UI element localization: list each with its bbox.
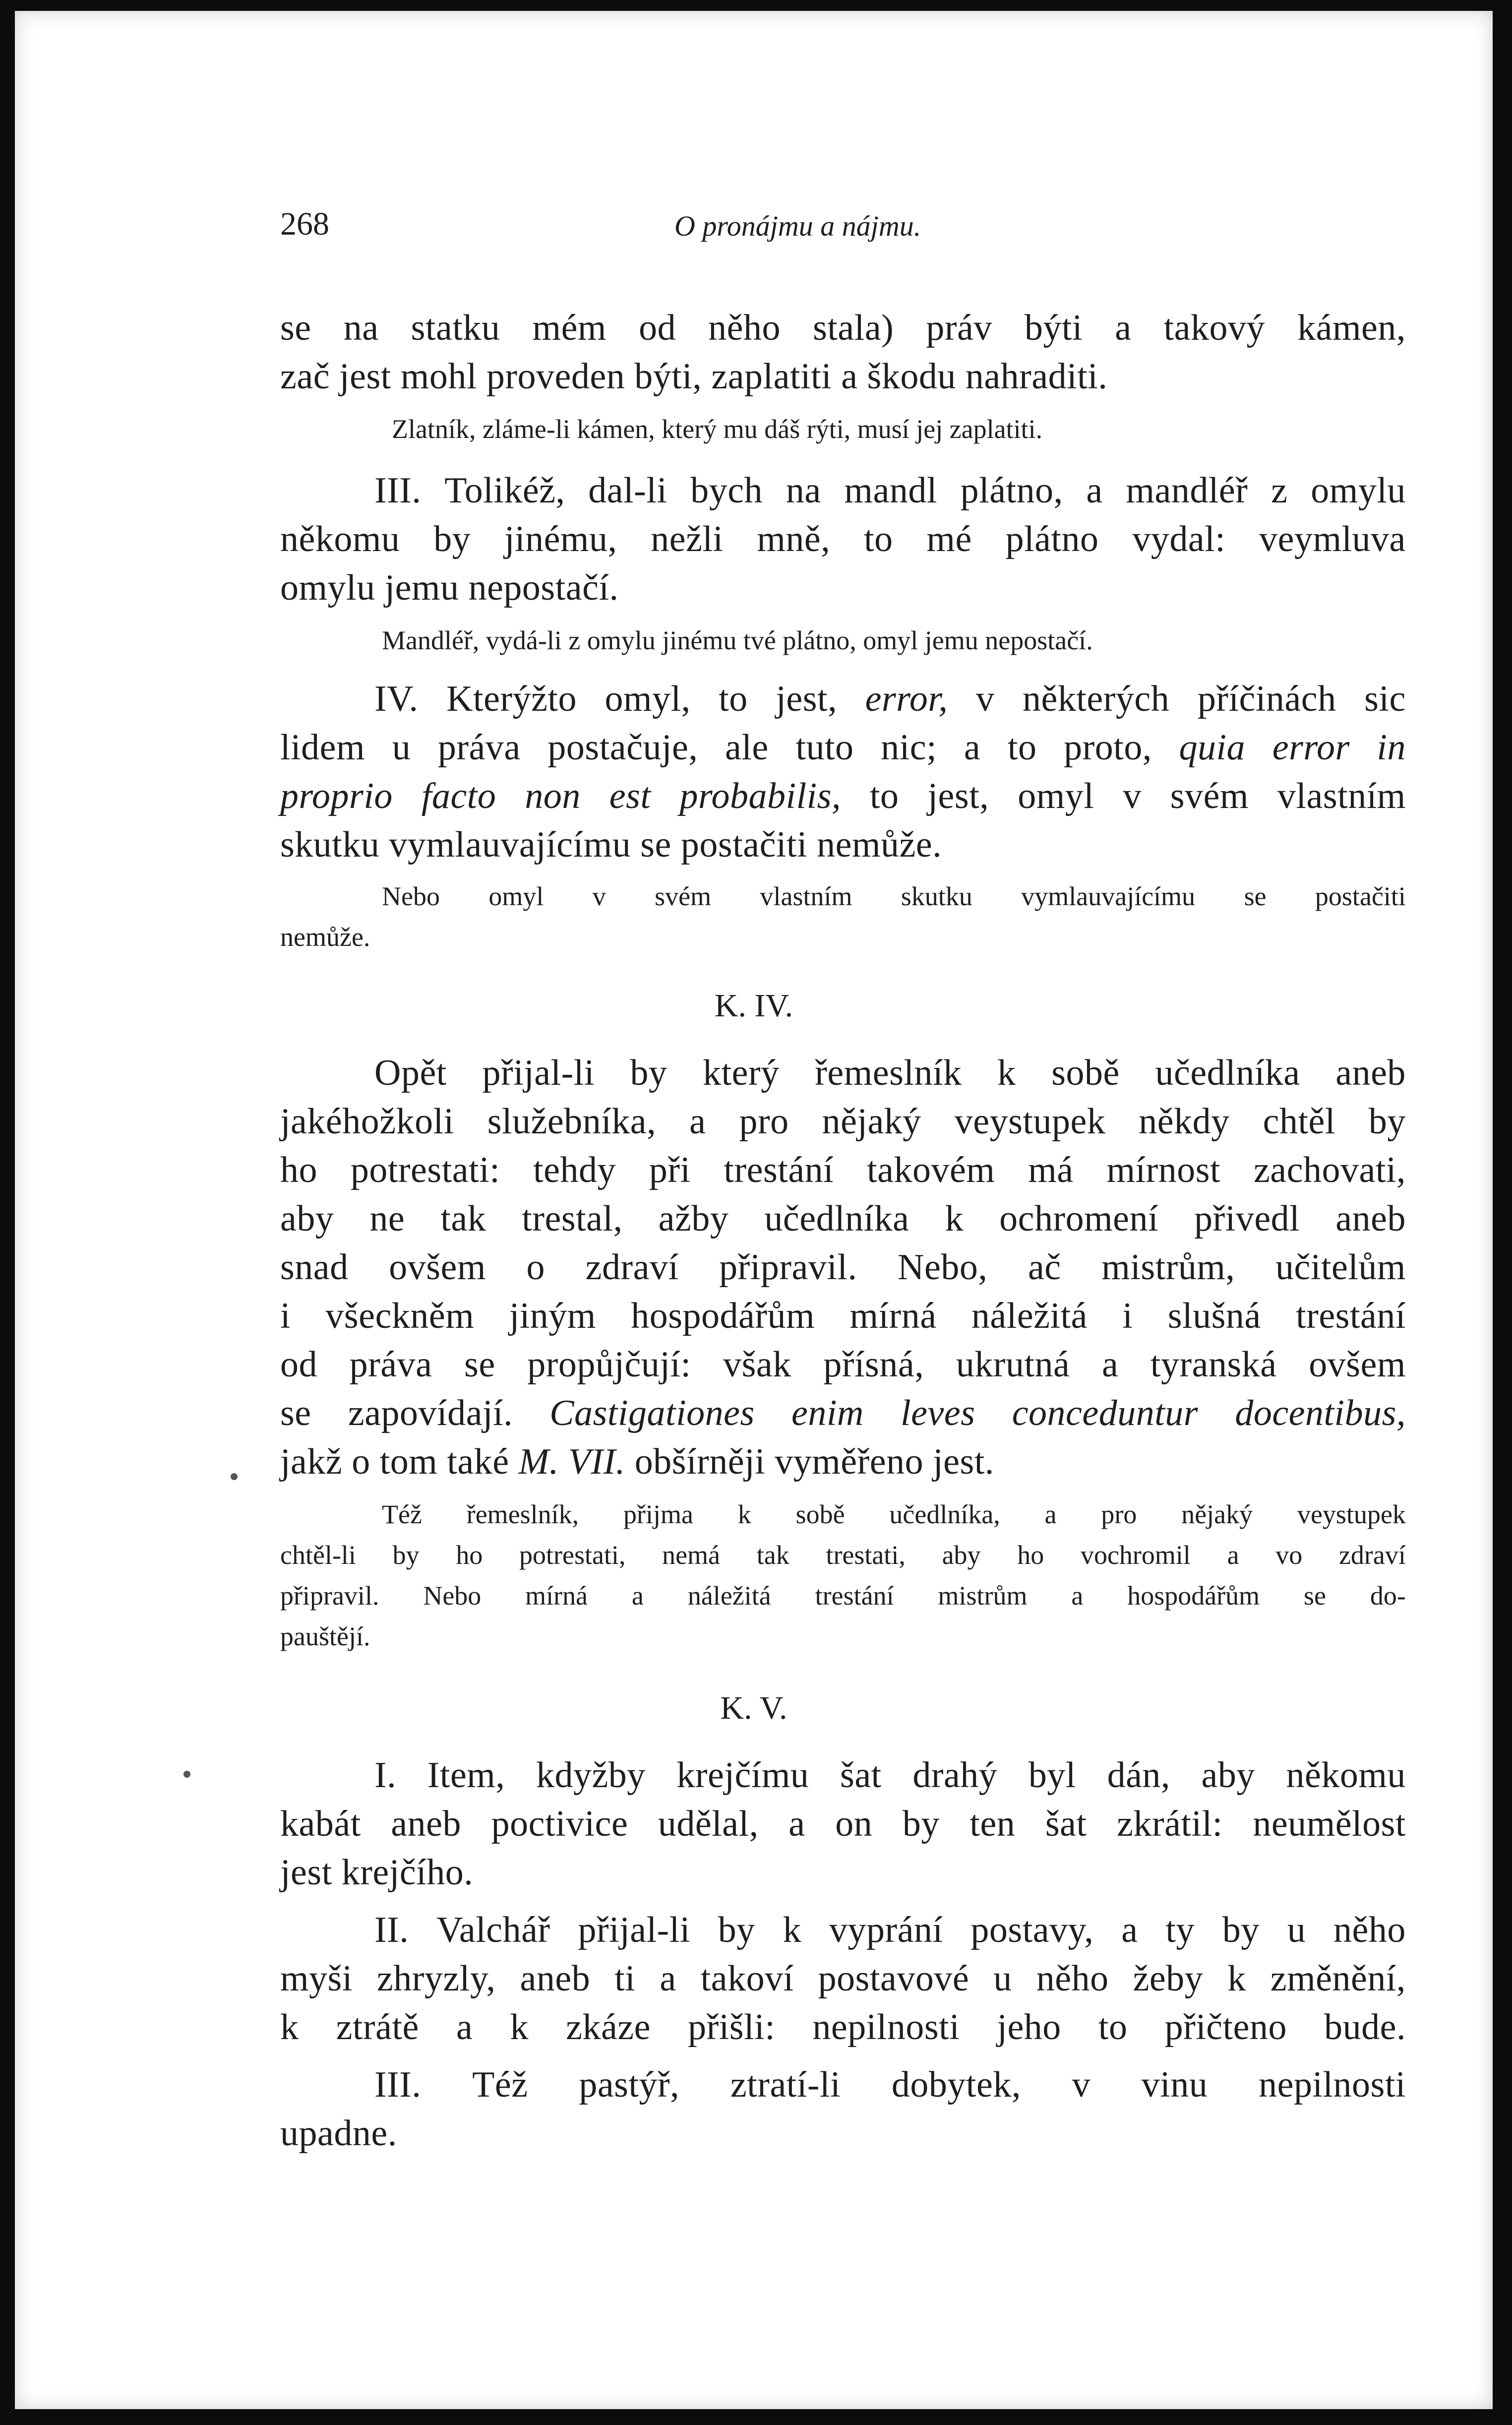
word: hospodářům	[1127, 1581, 1260, 1611]
word: snad	[280, 1247, 349, 1288]
word: by	[630, 1053, 667, 1093]
word: drahý	[912, 1755, 998, 1796]
paragraph-line	[280, 2003, 1406, 2052]
word: nepilnosti	[1259, 2064, 1406, 2105]
word: kámen,	[1297, 308, 1406, 348]
paragraph-line	[374, 466, 1406, 515]
paragraph-line	[374, 1751, 1406, 1800]
word: vydal:	[1132, 519, 1226, 560]
paragraph-line	[280, 1389, 1406, 1437]
word: nepilnosti	[812, 2007, 960, 2048]
word: II.	[374, 1910, 409, 1950]
margin-note	[382, 1494, 1406, 1535]
word: aneb	[1335, 1053, 1406, 1093]
word: slušná	[1167, 1296, 1261, 1336]
word: Valchář	[436, 1910, 550, 1950]
word: ho	[456, 1540, 483, 1570]
word: IV.	[374, 679, 419, 719]
word: nežli	[651, 519, 724, 560]
word: enim	[791, 1393, 864, 1433]
word: tehdy	[533, 1150, 616, 1190]
word: vymlauvajícímu	[1021, 881, 1196, 911]
word: na	[786, 470, 821, 511]
word: error,	[865, 679, 948, 719]
word: k	[783, 1910, 802, 1950]
word: omyl	[1018, 776, 1094, 816]
word: lidem	[280, 727, 365, 768]
word: to	[869, 776, 899, 816]
word: něho	[1333, 1910, 1406, 1950]
paragraph-line	[280, 1097, 1406, 1146]
word: a	[1227, 1540, 1239, 1570]
word: náležitá	[971, 1296, 1088, 1336]
word: u	[392, 727, 411, 768]
word: přísná,	[823, 1344, 924, 1385]
word: takoví	[700, 1958, 794, 1999]
word: jest,	[776, 679, 838, 719]
word: od	[280, 1344, 317, 1385]
word: zdraví	[1338, 1540, 1406, 1570]
word: udělal,	[658, 1803, 759, 1844]
word: krejčímu	[676, 1755, 809, 1796]
section-heading: K. IV.	[714, 988, 793, 1024]
word: bych	[690, 470, 763, 511]
word: aneb	[1335, 1198, 1406, 1239]
word: učedlníka	[764, 1198, 909, 1239]
paragraph-line	[374, 1049, 1406, 1097]
word: a	[689, 1101, 706, 1142]
paragraph-line: omylu jemu nepostačí.	[280, 567, 619, 608]
word: proprio	[280, 776, 393, 816]
word: zkáze	[566, 2007, 651, 2048]
word: on	[835, 1803, 873, 1844]
word: hospodářům	[631, 1296, 815, 1336]
margin-note	[280, 1535, 1406, 1575]
word: ukrutná	[956, 1344, 1070, 1385]
word: Opět	[374, 1053, 447, 1093]
word: potrestati,	[519, 1540, 626, 1570]
word: příčinách	[1197, 679, 1336, 719]
word: a	[964, 727, 981, 768]
word: nic;	[881, 727, 937, 768]
word: to	[1007, 727, 1037, 768]
word: se	[464, 1344, 495, 1385]
word: postačuje,	[547, 727, 698, 768]
word: ztrátě	[336, 2007, 419, 2048]
word: ho	[1017, 1540, 1044, 1570]
word: všeckněm	[325, 1296, 475, 1336]
word: někomu	[280, 519, 400, 560]
word: však	[723, 1344, 791, 1385]
word: tak	[440, 1198, 486, 1239]
word: někomu	[1286, 1755, 1406, 1796]
word: in	[1377, 727, 1406, 768]
word: sic	[1364, 679, 1406, 719]
word: práva	[349, 1344, 432, 1385]
word: ho	[280, 1150, 317, 1190]
word: a	[632, 1581, 644, 1611]
print-speck	[231, 1473, 238, 1480]
word: se	[1244, 881, 1267, 911]
paragraph-line	[280, 723, 1406, 772]
word: připravil.	[280, 1581, 379, 1611]
word: zapovídají.	[348, 1393, 513, 1433]
margin-note	[280, 1575, 1406, 1616]
page-number: 268	[280, 206, 329, 242]
word: i	[280, 1296, 291, 1336]
word: Castigationes	[549, 1393, 755, 1433]
paragraph-line: jakž o tom také M. VII. obšírněji vyměřeno jest.	[280, 1441, 994, 1482]
word: zhryzly,	[376, 1958, 496, 1999]
word: při	[649, 1150, 691, 1190]
word: připravil.	[719, 1247, 857, 1288]
word: aneb	[391, 1803, 462, 1844]
word: vo	[1275, 1540, 1303, 1570]
paragraph-line	[280, 1243, 1406, 1292]
word: nějaký	[1181, 1499, 1253, 1529]
word: Též	[472, 2064, 528, 2105]
word: by	[392, 1540, 420, 1570]
word: k	[280, 2007, 299, 2048]
word: Nebo,	[898, 1247, 988, 1288]
word: myši	[280, 1958, 353, 1999]
paragraph-line	[280, 1800, 1406, 1848]
word: sobě	[795, 1499, 845, 1529]
paragraph-line	[280, 515, 1406, 563]
word: mém	[532, 308, 606, 348]
word: ne	[369, 1198, 405, 1239]
word: z	[1271, 470, 1288, 511]
word: kabát	[280, 1803, 361, 1844]
margin-note: Mandléř, vydá-li z omylu jinému tvé plátno, omyl jemu nepostačí.	[382, 625, 1093, 655]
word: přijal-li	[482, 1053, 595, 1093]
word: postačiti	[1315, 881, 1406, 911]
word: něho	[708, 308, 781, 348]
word: býti	[1024, 308, 1083, 348]
word: zdraví	[585, 1247, 679, 1288]
word: v	[592, 881, 606, 911]
word: veymluva	[1259, 519, 1406, 560]
paragraph-line	[280, 304, 1406, 352]
word: změnění,	[1270, 1958, 1406, 1999]
reference: M. VII.	[518, 1441, 625, 1482]
word: něho	[1036, 1958, 1109, 1999]
word: est	[609, 776, 651, 816]
word: přijma	[623, 1499, 693, 1529]
word: conceduntur	[1012, 1393, 1199, 1433]
word: šat	[840, 1755, 882, 1796]
word: ztratí-li	[730, 2064, 841, 2105]
word: dán,	[1107, 1755, 1170, 1796]
word: vinu	[1141, 2064, 1208, 2105]
word: ti	[614, 1958, 636, 1999]
word: se	[280, 308, 311, 348]
word: by	[902, 1803, 940, 1844]
word: a	[1121, 1910, 1138, 1950]
word: a	[1071, 1581, 1084, 1611]
word: leves	[901, 1393, 975, 1433]
word: žeby	[1133, 1958, 1204, 1999]
word: kdyžby	[536, 1755, 646, 1796]
running-title: O pronájmu a nájmu.	[674, 210, 921, 242]
word: aby	[942, 1540, 981, 1570]
word: jeho	[997, 2007, 1061, 2048]
paragraph-line	[280, 1954, 1406, 2003]
paragraph-line	[280, 1340, 1406, 1389]
word: některých	[1023, 679, 1170, 719]
word: skutku	[901, 881, 972, 911]
word: o	[526, 1247, 545, 1288]
word: a	[788, 1803, 805, 1844]
word: trestání	[724, 1150, 834, 1190]
word: zachovati,	[1253, 1150, 1406, 1190]
word: trestal,	[522, 1198, 623, 1239]
word: quia	[1179, 727, 1246, 768]
word: bude.	[1324, 2007, 1406, 2048]
word: jinému,	[504, 519, 617, 560]
word: zkrátil:	[1117, 1803, 1223, 1844]
word: svém	[655, 881, 712, 911]
word: Kterýžto	[446, 679, 577, 719]
word: chtěl-li	[280, 1540, 356, 1570]
word: někdy	[1139, 1101, 1230, 1142]
word: a	[1086, 470, 1103, 511]
word: svém	[1170, 776, 1249, 816]
word: to	[1098, 2007, 1128, 2048]
word: mírná	[525, 1581, 588, 1611]
word: mně,	[757, 519, 831, 560]
word: nějaký	[822, 1101, 921, 1142]
word: přivedl	[1194, 1198, 1300, 1239]
word: dal-li	[588, 470, 667, 511]
word: služebníka,	[487, 1101, 657, 1142]
word: v	[1072, 2064, 1091, 2105]
word: pastýř,	[579, 2064, 680, 2105]
word: I.	[374, 1755, 397, 1796]
word: omylu	[1311, 470, 1406, 511]
paragraph-line: zač jest mohl proveden býti, zaplatiti a škodu nahraditi.	[280, 356, 1108, 397]
word: a	[456, 2007, 473, 2048]
word: mistrům	[938, 1581, 1028, 1611]
word: by	[1222, 1910, 1260, 1950]
word: se	[1304, 1581, 1327, 1611]
margin-note	[382, 876, 1406, 917]
word: Též	[382, 1499, 422, 1529]
word: přijal-li	[578, 1910, 690, 1950]
word: k	[997, 1053, 1016, 1093]
word: ovšem	[389, 1247, 486, 1288]
word: takový	[1163, 308, 1266, 348]
margin-note: nemůže.	[280, 922, 370, 952]
word: ač	[1028, 1247, 1061, 1288]
word: ovšem	[1309, 1344, 1406, 1385]
word: by	[718, 1910, 755, 1950]
word: práva	[437, 727, 521, 768]
word: ten	[969, 1803, 1016, 1844]
word: mandléř	[1126, 470, 1248, 511]
word: jest,	[927, 776, 989, 816]
word: plátno,	[960, 470, 1063, 511]
word: tuto	[795, 727, 854, 768]
word: ale	[725, 727, 769, 768]
word: dobytek,	[891, 2064, 1021, 2105]
paragraph-line	[374, 2060, 1406, 2109]
word: řemeslník,	[466, 1499, 579, 1529]
word: na	[343, 308, 379, 348]
word: v	[1123, 776, 1142, 816]
word: omyl	[488, 881, 544, 911]
book-page	[15, 11, 1493, 2409]
word: docentibus,	[1235, 1393, 1406, 1433]
section-heading: K. V.	[720, 1690, 787, 1726]
word: III.	[374, 2064, 422, 2105]
word: veystupek	[1297, 1499, 1406, 1529]
word: k	[510, 2007, 529, 2048]
word: tak	[756, 1540, 789, 1570]
word: mírnost	[1106, 1150, 1221, 1190]
word: proto,	[1064, 727, 1152, 768]
word: mistrům,	[1101, 1247, 1235, 1288]
word: plátno	[1005, 519, 1099, 560]
word: statku	[411, 308, 500, 348]
word: by	[433, 519, 471, 560]
word: jiným	[509, 1296, 596, 1336]
word: postavové	[818, 1958, 969, 1999]
word: Tolikéž,	[444, 470, 565, 511]
word: trestati,	[826, 1540, 906, 1570]
word: u	[1287, 1910, 1306, 1950]
word: Nebo	[423, 1581, 482, 1611]
margin-note: Zlatník, zláme-li kámen, který mu dáš rýti, musí jej zaplatiti.	[392, 414, 1043, 444]
word: k	[945, 1198, 964, 1239]
word: aneb	[520, 1958, 591, 1999]
word: stala)	[813, 308, 894, 348]
word: vyprání	[829, 1910, 943, 1950]
word: a	[1044, 1499, 1057, 1529]
word: přišli:	[688, 2007, 776, 2048]
word: od	[639, 308, 676, 348]
word: poctivice	[491, 1803, 628, 1844]
word: by	[1368, 1101, 1406, 1142]
paragraph-line	[280, 772, 1406, 820]
word: tyranská	[1150, 1344, 1277, 1385]
word: vlastním	[760, 881, 852, 911]
margin-note: pauštějí.	[280, 1621, 370, 1651]
word: byl	[1028, 1755, 1076, 1796]
word: III.	[374, 470, 422, 511]
word: učedlníka	[1155, 1053, 1300, 1093]
word: ty	[1165, 1910, 1195, 1950]
word: mírná	[849, 1296, 937, 1336]
word: pro	[739, 1101, 789, 1142]
word: mé	[926, 519, 972, 560]
paragraph-line	[280, 1146, 1406, 1194]
print-speck	[183, 1771, 190, 1778]
word: omyl,	[605, 679, 691, 719]
word: náležitá	[687, 1581, 771, 1611]
word: pro	[1101, 1499, 1137, 1529]
word: a	[1115, 308, 1132, 348]
word: veystupek	[954, 1101, 1106, 1142]
paragraph-line	[374, 675, 1406, 723]
word: ochromení	[999, 1198, 1159, 1239]
word: sobě	[1051, 1053, 1120, 1093]
paragraph-line: jest krejčího.	[280, 1852, 474, 1893]
word: mandl	[844, 470, 937, 511]
paragraph-line	[374, 1906, 1406, 1954]
word: ažby	[658, 1198, 729, 1239]
word: do-	[1370, 1581, 1406, 1611]
word: má	[1028, 1150, 1074, 1190]
paragraph-line	[280, 1292, 1406, 1340]
word: facto	[421, 776, 496, 816]
word: probabilis,	[679, 776, 841, 816]
word: a	[660, 1958, 676, 1999]
word: trestání	[815, 1581, 894, 1611]
word: aby	[280, 1198, 334, 1239]
word: propůjčují:	[527, 1344, 691, 1385]
word: přičteno	[1164, 2007, 1287, 2048]
word: to	[864, 519, 893, 560]
word: takovém	[867, 1150, 995, 1190]
word: Nebo	[382, 881, 440, 911]
word: u	[993, 1958, 1012, 1999]
word: v	[975, 679, 995, 719]
word: trestání	[1296, 1296, 1406, 1336]
word: chtěl	[1263, 1101, 1335, 1142]
word: Item,	[427, 1755, 505, 1796]
paragraph-line: upadne.	[280, 2113, 397, 2154]
word: non	[525, 776, 581, 816]
word: vlastním	[1277, 776, 1406, 816]
word: šat	[1045, 1803, 1087, 1844]
word: učitelům	[1275, 1247, 1406, 1288]
word: i	[1122, 1296, 1133, 1336]
word: error	[1272, 727, 1350, 768]
word: jakéhožkoli	[280, 1101, 454, 1142]
word: postavy,	[970, 1910, 1094, 1950]
word: se	[280, 1393, 311, 1433]
word: vochromil	[1080, 1540, 1191, 1570]
paragraph-line: skutku vymlauvajícímu se postačiti nemůže.	[280, 824, 942, 865]
word: učedlníka,	[889, 1499, 1000, 1529]
word: k	[737, 1499, 751, 1529]
word: to	[719, 679, 748, 719]
word: neumělost	[1253, 1803, 1406, 1844]
word: který	[703, 1053, 780, 1093]
word: aby	[1201, 1755, 1255, 1796]
word: práv	[926, 308, 992, 348]
word: řemeslník	[815, 1053, 962, 1093]
word: k	[1227, 1958, 1246, 1999]
paragraph-line	[280, 1194, 1406, 1243]
word: potrestati:	[350, 1150, 500, 1190]
word: a	[1101, 1344, 1119, 1385]
word: nemá	[662, 1540, 721, 1570]
